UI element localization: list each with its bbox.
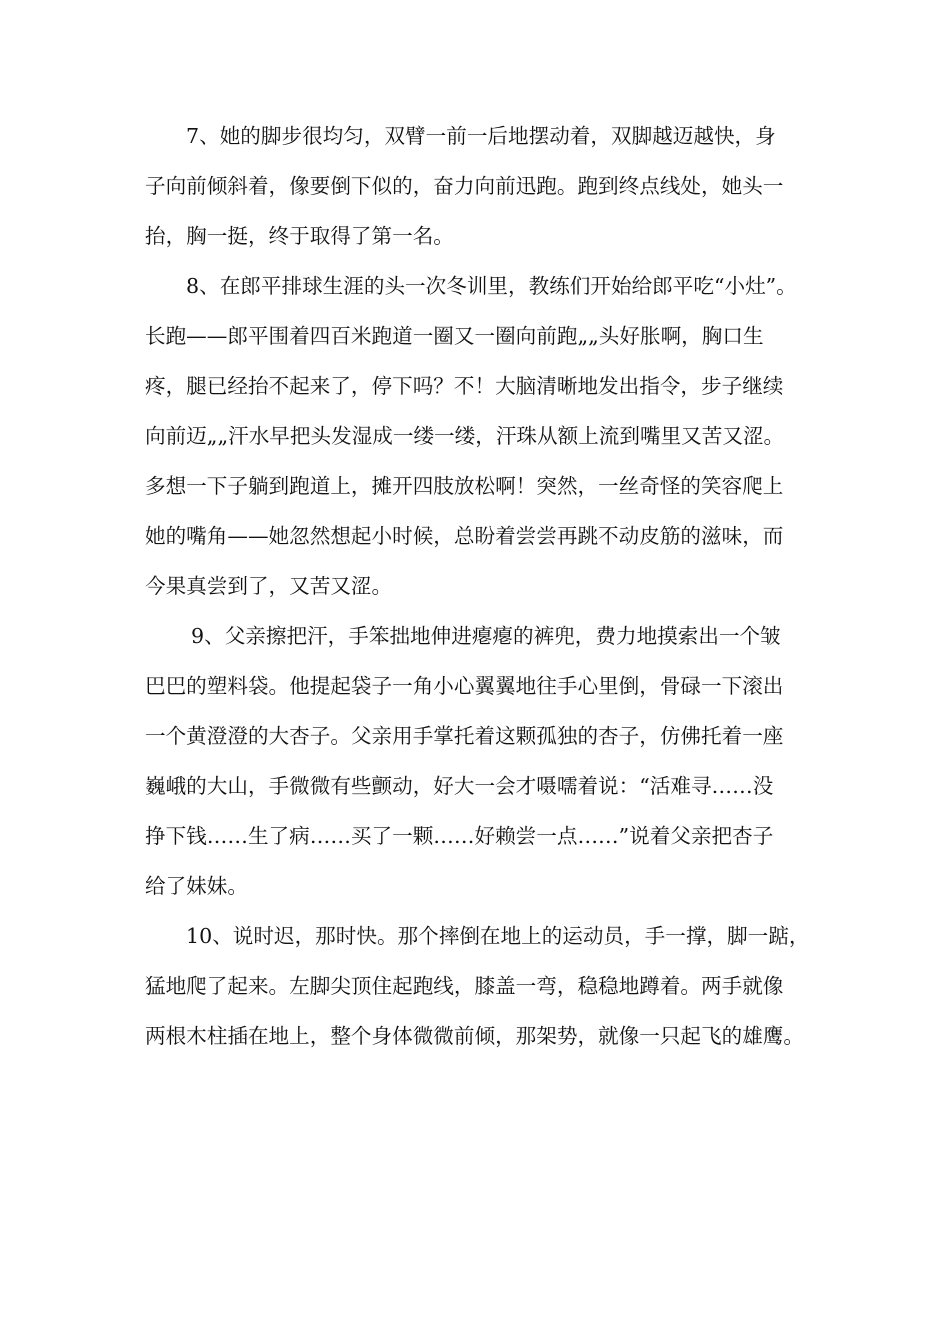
paragraph-8-line-2: 长跑——郎平围着四百米跑道一圈又一圈向前跑„„头好胀啊，胸口生: [145, 324, 764, 348]
paragraph-7-line-1: 7、她的脚步很均匀，双臂一前一后地摆动着，双脚越迈越快，身: [186, 124, 776, 148]
paragraph-8-line-1: 8、在郎平排球生涯的头一次冬训里，教练们开始给郎平吃“小灶”。: [186, 274, 797, 298]
paragraph-9-line-6: 给了妹妹。: [145, 874, 248, 898]
paragraph-8-line-5: 多想一下子躺到跑道上，摊开四肢放松啊！突然，一丝奇怪的笑容爬上: [145, 474, 784, 498]
paragraph-8-line-3: 疼，腿已经抬不起来了，停下吗？不！大脑清晰地发出指令，步子继续: [145, 374, 784, 398]
paragraph-10-line-2: 猛地爬了起来。左脚尖顶住起跑线，膝盖一弯，稳稳地蹲着。两手就像: [145, 974, 784, 998]
paragraph-8-line-4: 向前迈„„汗水早把头发湿成一缕一缕，汗珠从额上流到嘴里又苦又涩。: [145, 424, 785, 448]
paragraph-9-line-1: 9、父亲擦把汗，手笨拙地伸进瘪瘪的裤兜，费力地摸索出一个皱: [191, 624, 781, 648]
paragraph-9-line-2: 巴巴的塑料袋。他提起袋子一角小心翼翼地往手心里倒，骨碌一下滚出: [145, 674, 784, 698]
paragraph-10-line-1: 10、说时迟，那时快。那个摔倒在地上的运动员，手一撑，脚一踮，: [186, 924, 810, 948]
paragraph-9-line-4: 巍峨的大山，手微微有些颤动，好大一会才嗫嚅着说：“活难寻……没: [145, 774, 774, 798]
paragraph-7-line-3: 抬，胸一挺，终于取得了第一名。: [145, 224, 454, 248]
paragraph-8-line-7: 今果真尝到了，又苦又涩。: [145, 574, 393, 598]
paragraph-7-line-2: 子向前倾斜着，像要倒下似的，奋力向前迅跑。跑到终点线处，她头一: [145, 174, 784, 198]
paragraph-10-line-3: 两根木柱插在地上，整个身体微微前倾，那架势，就像一只起飞的雄鹰。: [145, 1024, 804, 1048]
paragraph-9-line-5: 挣下钱……生了病……买了一颗……好赖尝一点……”说着父亲把杏子: [145, 824, 774, 848]
paragraph-8-line-6: 她的嘴角——她忽然想起小时候，总盼着尝尝再跳不动皮筋的滋味，而: [145, 524, 784, 548]
paragraph-9-line-3: 一个黄澄澄的大杏子。父亲用手掌托着这颗孤独的杏子，仿佛托着一座: [145, 724, 784, 748]
